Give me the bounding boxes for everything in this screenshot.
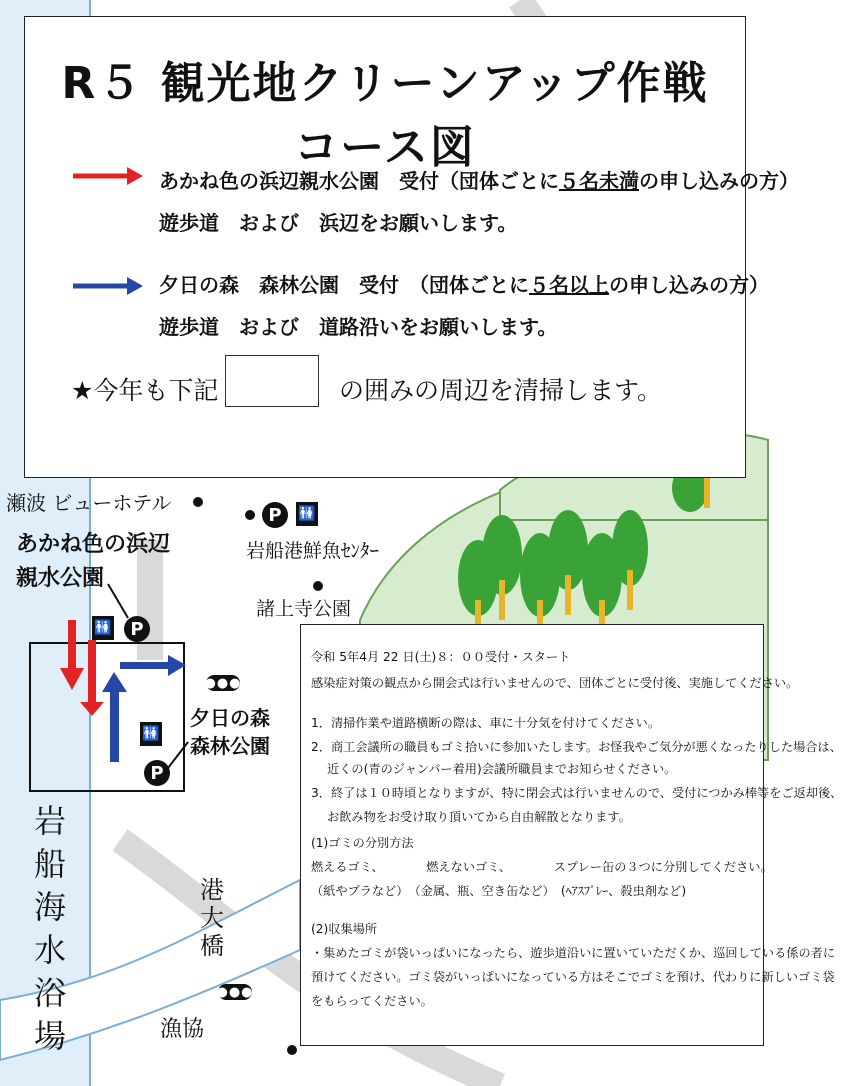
info-line: 令和 5年4月 22 日(土)８：００受付・スタート <box>311 650 571 664</box>
info-line: (2)収集場所 <box>311 922 378 936</box>
traffic-light-icon: ●●● <box>216 984 254 1000</box>
info-line: ・集めたゴミが袋いっぱいになったら、遊歩道沿いに置いていただくか、巡回している係の者に <box>311 946 836 960</box>
label-bridge: 港大橋 <box>200 876 224 960</box>
label-gyokyo: 漁協 <box>160 1017 205 1042</box>
info-line: 2．商工会議所の職員もゴミ拾いに参加いたします。お怪我やご気分が悪くなったりした場合は、 <box>311 740 842 754</box>
info-line: 3．終了は１０時頃となりますが、特に閉会式は行いませんので、受付につかみ棒等をご返却後、 <box>311 786 842 800</box>
note-example-box <box>225 355 319 407</box>
blue-legend-pre: 夕日の森 森林公園 受付 （団体ごとに <box>159 273 529 297</box>
header-panel <box>24 16 799 478</box>
label-akane: あかね色の浜辺 親水公園 <box>16 532 171 591</box>
note-prefix: ★今年も下記 <box>71 376 219 405</box>
info-line: をもらってください。 <box>311 994 433 1008</box>
label-park: 諸上寺公園 <box>256 598 352 620</box>
toilet-icon: 🚻 <box>296 502 318 526</box>
red-legend-line2: 遊歩道 および 浜辺をお願いします。 <box>159 211 518 235</box>
red-legend-post: の申し込みの方） <box>639 169 799 193</box>
page-title: R５ 観光地クリーンアップ作戦 コース図 <box>61 58 755 173</box>
red-legend-under: ５名未満 <box>559 169 639 193</box>
label-yuhi: 夕日の森 森林公園 <box>190 706 270 758</box>
hotel-marker <box>193 497 203 507</box>
toilet-icon: 🚻 <box>140 722 162 746</box>
parking-icon: P <box>144 760 170 786</box>
blue-legend-line1 <box>159 269 769 298</box>
info-line: （紙やプラなど） （金属、瓶、空き缶など） (ﾍｱｽﾌﾟﾚｰ、殺虫剤など) <box>311 884 687 898</box>
gyokyo-marker <box>287 1045 297 1055</box>
info-line: 預けてください。ゴミ袋がいっぱいになっている方はそこでゴミを預け、代わりに新しいゴミ袋 <box>311 970 835 984</box>
parking-icon: P <box>124 616 150 642</box>
label-hotel: 瀬波 ビューホテル <box>6 491 172 515</box>
info-line: 1．清掃作業や道路横断の際は、車に十分気を付けてください。 <box>311 716 661 730</box>
label-beach: 岩船海水浴場 <box>33 802 66 1055</box>
note-suffix: の囲みの周辺を清掃します。 <box>339 376 663 405</box>
blue-legend-under: ５名以上 <box>529 273 609 297</box>
info-line: 燃えるゴミ、 燃えないゴミ、 スプレー缶の３つに分別してください。 <box>311 860 773 874</box>
toilet-icon: 🚻 <box>92 616 114 640</box>
park-marker <box>313 581 323 591</box>
traffic-light-icon: ●●● <box>204 675 242 691</box>
label-fish-center: 岩船港鮮魚ｾﾝﾀｰ <box>246 540 380 562</box>
red-legend-line1 <box>159 165 799 194</box>
info-line: (1)ゴミの分別方法 <box>311 836 414 850</box>
red-arrow-icon <box>71 165 143 187</box>
blue-legend-line2: 遊歩道 および 道路沿いをお願いします。 <box>159 315 558 339</box>
red-legend-pre: あかね色の浜辺親水公園 受付（団体ごとに <box>159 169 559 193</box>
info-line: 近くの(青のジャンパー着用)会議所職員までお知らせください。 <box>311 762 677 776</box>
info-line: お飲み物をお受け取り頂いてから自由解散となります。 <box>311 810 631 824</box>
info-line: 感染症対策の観点から開会式は行いませんので、団体ごとに受付後、実施してください。 <box>311 676 799 690</box>
fish-center-marker <box>245 510 255 520</box>
blue-arrow-icon <box>71 275 143 297</box>
blue-legend-post: の申し込みの方） <box>609 273 769 297</box>
parking-icon: P <box>262 502 288 528</box>
info-panel <box>300 624 842 1046</box>
